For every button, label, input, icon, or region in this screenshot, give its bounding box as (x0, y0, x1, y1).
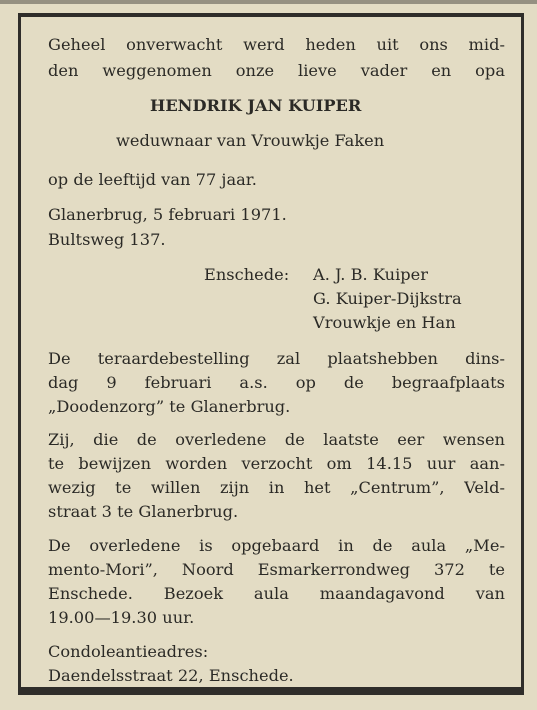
viewing-line-3: Enschede. Bezoek aula maandagavond van (48, 584, 505, 603)
intro-line-2: den weggenomen onze lieve vader en opa (48, 61, 505, 80)
place-date: Glanerbrug, 5 februari 1971. (48, 205, 287, 224)
intro-line-1: Geheel onverwacht werd heden uit ons mid- (48, 35, 505, 54)
respect-line-3: wezig te willen zijn in het „Centrum”, Veld- (48, 478, 505, 497)
spouse-line: weduwnaar van Vrouwkje Faken (116, 131, 385, 150)
condolence-address: Daendelsstraat 22, Enschede. (48, 666, 294, 685)
home-address: Bultsweg 137. (48, 230, 166, 249)
viewing-line-4: 19.00—19.30 uur. (48, 608, 195, 627)
top-rule (0, 0, 537, 4)
burial-line-3: „Doodenzorg” te Glanerbrug. (48, 397, 291, 416)
respect-line-2: te bewijzen worden verzocht om 14.15 uur aan- (48, 454, 505, 473)
burial-line-2: dag 9 februari a.s. op de begraafplaats (48, 373, 505, 392)
signer-name-1: A. J. B. Kuiper (313, 265, 429, 284)
condolence-label: Condoleantieadres: (48, 642, 209, 661)
signer-name-3: Vrouwkje en Han (313, 313, 456, 332)
respect-line-4: straat 3 te Glanerbrug. (48, 502, 239, 521)
deceased-name: HENDRIK JAN KUIPER (150, 96, 362, 115)
respect-line-1: Zij, die de overledene de laatste eer wensen (48, 430, 505, 449)
age-line: op de leeftijd van 77 jaar. (48, 170, 257, 189)
burial-line-1: De teraardebestelling zal plaatshebben dins- (48, 349, 505, 368)
signers-city-label: Enschede: (204, 265, 290, 284)
viewing-line-1: De overledene is opgebaard in de aula „Me- (48, 536, 505, 555)
signer-name-2: G. Kuiper-Dijkstra (313, 289, 462, 308)
viewing-line-2: mento-Mori”, Noord Esmarkerrondweg 372 te (48, 560, 505, 579)
